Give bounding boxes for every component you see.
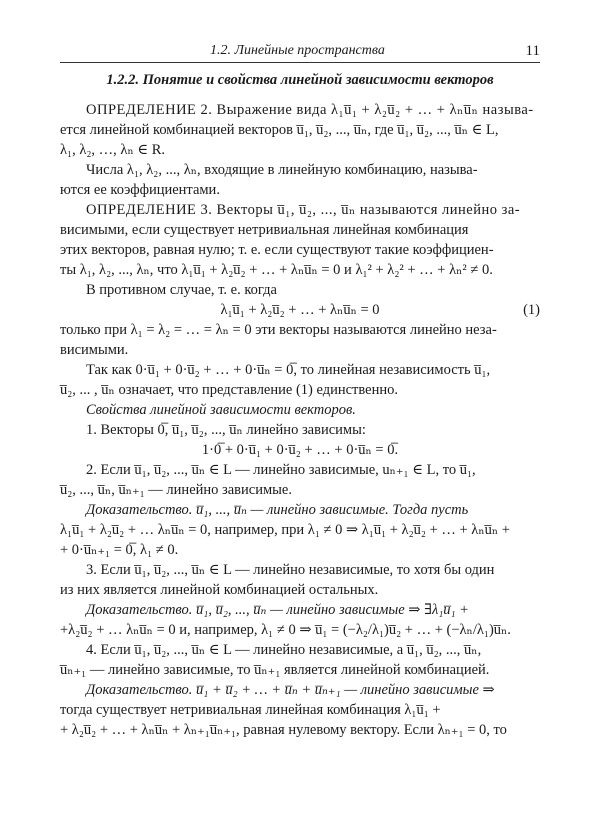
property-2-line-2: u̅₂, ..., u̅ₙ, u̅ₙ₊₁ — линейно зависимые.	[60, 482, 292, 498]
body-text	[60, 100, 540, 740]
definition-3-line-4: ты λ₁, λ₂, ..., λₙ, что λ₁u̅₁ + λ₂u̅₂ + … + λₙu̅ₙ = 0 и λ₁² + λ₂² + … + λₙ² ≠ 0.	[60, 262, 493, 278]
running-title: 1.2. Линейные пространства	[210, 43, 385, 58]
independence-line-1: только при λ₁ = λ₂ = … = λₙ = 0 эти векторы называются линейно неза-	[60, 322, 497, 338]
property-4-line-1: 4. Если u̅₁, u̅₂, ..., u̅ₙ ∈ L — линейно независимые, а u̅₁, u̅₂, ..., u̅ₙ,	[86, 642, 482, 658]
independence-line-2: висимыми.	[60, 342, 129, 358]
otherwise-line: В противном случае, т. е. когда	[86, 282, 277, 298]
definition-2-line-2: ется линейной комбинацией векторов u̅₁, u̅₂, ..., u̅ₙ, где u̅₁, u̅₂, ..., u̅ₙ ∈ L,	[60, 122, 499, 138]
section-title: 1.2.2. Понятие и свойства линейной зависимости векторов	[106, 72, 494, 88]
page-number: 11	[525, 43, 540, 59]
proof-4-line-2: тогда существует нетривиальная линейная комбинация λ₁u̅₁ +	[60, 702, 441, 718]
coefficients-line-1: Числа λ₁, λ₂, ..., λₙ, входящие в линейную комбинацию, называ-	[86, 162, 478, 178]
property-1-equation: 1·0̅ + 0·u̅₁ + 0·u̅₂ + … + 0·u̅ₙ = 0̅.	[201, 442, 399, 458]
property-3-line-2: из них является линейной комбинацией остальных.	[60, 582, 379, 598]
definition-3-line-2: висимыми, если существует нетривиальная линейная комбинация	[60, 222, 469, 238]
coefficients-line-2: ются ее коэффициентами.	[60, 182, 220, 198]
property-2-line-1: 2. Если u̅₁, u̅₂, ..., u̅ₙ ∈ L — линейно зависимые, uₙ₊₁ ∈ L, то u̅₁,	[86, 462, 476, 478]
definition-2-line-1: ОПРЕДЕЛЕНИЕ 2. Выражение вида λ₁u̅₁ + λ₂u̅₂ + … + λₙu̅ₙ называ-	[86, 102, 534, 118]
proof-3-line-1: Доказательство. u̅₁, u̅₂, ..., u̅ₙ — линейно зависимые ⇒ ∃λ₁u̅₁ +	[86, 602, 469, 618]
definition-3-line-1: ОПРЕДЕЛЕНИЕ 3. Векторы u̅₁, u̅₂, ..., u̅ₙ называются линейно за-	[86, 202, 521, 218]
property-3-line-1: 3. Если u̅₁, u̅₂, ..., u̅ₙ ∈ L — линейно независимые, то хотя бы один	[86, 562, 495, 578]
proof-2-line-3: + 0·u̅ₙ₊₁ = 0̅, λ₁ ≠ 0.	[60, 542, 179, 558]
property-4-line-2: u̅ₙ₊₁ — линейно зависимые, то u̅ₙ₊₁ является линейной комбинацией.	[60, 662, 490, 678]
equation-1	[60, 300, 540, 320]
since-line-1: Так как 0·u̅₁ + 0·u̅₂ + … + 0·u̅ₙ = 0̅, то линейная независимость u̅₁,	[86, 362, 491, 378]
running-header	[60, 40, 540, 63]
property-1-line: 1. Векторы 0̅, u̅₁, u̅₂, ..., u̅ₙ линейно зависимы:	[86, 422, 366, 438]
proof-4-line-1: Доказательство. u̅₁ + u̅₂ + … + u̅ₙ + u̅ₙ₊₁ — линейно зависимые ⇒	[86, 682, 495, 698]
proof-3-line-2: +λ₂u̅₂ + … λₙu̅ₙ = 0 и, например, λ₁ ≠ 0 ⇒ u̅₁ = (−λ₂/λ₁)u̅₂ + … + (−λₙ/λ₁)u̅ₙ.	[60, 622, 511, 638]
properties-title: Свойства линейной зависимости векторов.	[86, 402, 356, 418]
since-line-2: u̅₂, ... , u̅ₙ означает, что представление (1) единственно.	[60, 382, 398, 398]
proof-2-line-1: Доказательство. u̅₁, ..., u̅ₙ — линейно зависимые. Тогда пусть	[86, 502, 469, 518]
proof-2-line-2: λ₁u̅₁ + λ₂u̅₂ + … λₙu̅ₙ = 0, например, при λ₁ ≠ 0 ⇒ λ₁u̅₁ + λ₂u̅₂ + … + λₙu̅ₙ +	[60, 522, 510, 538]
definition-2-line-3: λ₁, λ₂, …, λₙ ∈ R.	[60, 142, 166, 158]
definition-3-line-3: этих векторов, равная нулю; т. е. если существуют такие коэффициен-	[60, 242, 494, 258]
proof-4-line-3: + λ₂u̅₂ + … + λₙu̅ₙ + λₙ₊₁u̅ₙ₊₁, равная нулевому вектору. Если λₙ₊₁ = 0, то	[60, 722, 507, 738]
equation-1-number: (1)	[523, 302, 540, 318]
equation-1-body: λ₁u̅₁ + λ₂u̅₂ + … + λₙu̅ₙ = 0	[220, 302, 380, 318]
